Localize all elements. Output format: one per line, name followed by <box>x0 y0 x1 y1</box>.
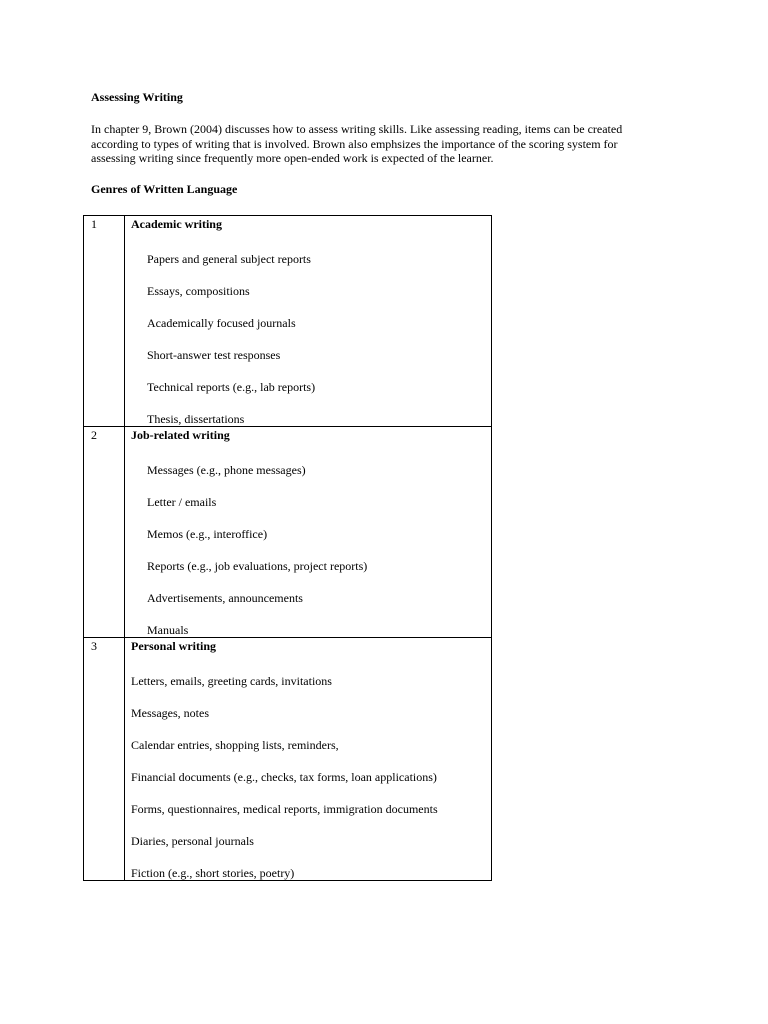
genre-item: Letters, emails, greeting cards, invitations <box>131 674 332 688</box>
genre-item: Manuals <box>147 623 189 637</box>
genre-item: Calendar entries, shopping lists, reminders, <box>131 738 339 752</box>
page-title: Assessing Writing <box>91 90 183 104</box>
genre-title: Job-related writing <box>131 428 230 442</box>
genre-item: Short-answer test responses <box>147 348 281 362</box>
intro-paragraph: In chapter 9, Brown (2004) discusses how to assess writing skills. Like assessing reading, items can be created according to types of writing that is involved. Brown also emphsizes the importance of the scoring system for assessing writing since frequently more open-ended work is expected of the learner. <box>91 122 623 165</box>
number-cell <box>84 638 125 881</box>
row-number: 1 <box>91 217 97 231</box>
genre-title: Academic writing <box>131 217 222 231</box>
genre-item: Messages, notes <box>131 706 209 720</box>
genre-item: Forms, questionnaires, medical reports, immigration documents <box>131 802 438 816</box>
genre-item: Reports (e.g., job evaluations, project reports) <box>147 559 368 573</box>
row-number: 2 <box>91 428 97 442</box>
section-heading: Genres of Written Language <box>91 182 238 196</box>
genre-item: Letter / emails <box>147 495 217 509</box>
genres-table <box>83 215 492 881</box>
genre-item: Messages (e.g., phone messages) <box>147 463 306 477</box>
genre-item: Academically focused journals <box>147 316 296 330</box>
genre-cell <box>125 216 492 427</box>
genre-cell <box>125 427 492 638</box>
table-row <box>84 216 492 427</box>
genre-item: Technical reports (e.g., lab reports) <box>147 380 316 394</box>
number-cell <box>84 216 125 427</box>
row-number: 3 <box>91 639 97 653</box>
genre-title: Personal writing <box>131 639 216 653</box>
genre-item: Financial documents (e.g., checks, tax forms, loan applications) <box>131 770 437 784</box>
genre-item: Papers and general subject reports <box>147 252 311 266</box>
genre-cell <box>125 638 492 881</box>
genre-item: Essays, compositions <box>147 284 250 298</box>
table-row <box>84 427 492 638</box>
genre-item: Advertisements, announcements <box>147 591 303 605</box>
genre-item: Diaries, personal journals <box>131 834 254 848</box>
genre-item: Thesis, dissertations <box>147 412 245 426</box>
number-cell <box>84 427 125 638</box>
table-row <box>84 638 492 881</box>
genre-item: Memos (e.g., interoffice) <box>147 527 268 541</box>
genre-item: Fiction (e.g., short stories, poetry) <box>131 866 295 880</box>
